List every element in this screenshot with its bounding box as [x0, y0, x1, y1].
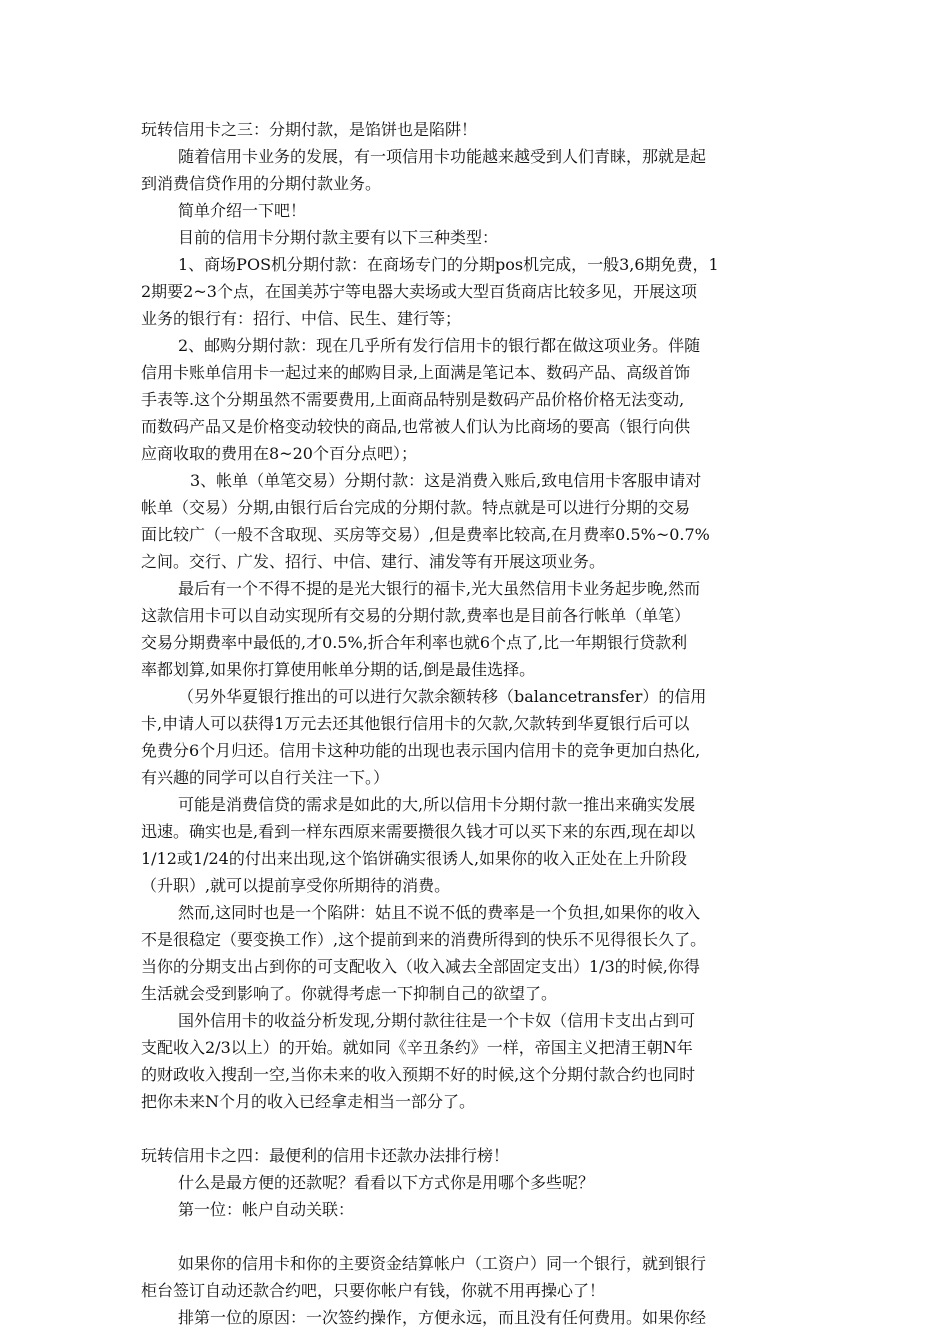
- paragraph-line: 面比较广（一般不含取现、买房等交易）,但是费率比较高,在月费率0.5%~0.7%: [141, 525, 710, 544]
- paragraph-line: 可能是消费信贷的需求是如此的大,所以信用卡分期付款一推出来确实发展: [178, 795, 696, 814]
- paragraph-line: 支配收入2/3以上）的开始。就如同《辛丑条约》一样，帝国主义把清王朝N年: [141, 1038, 693, 1057]
- paragraph-spacer: [141, 1223, 821, 1250]
- paragraph-line: 国外信用卡的收益分析发现,分期付款往往是一个卡奴（信用卡支出占到可: [178, 1011, 696, 1030]
- paragraph-line: 简单介绍一下吧！: [178, 201, 307, 220]
- paragraph-line: 应商收取的费用在8~20个百分点吧）；: [141, 444, 417, 463]
- paragraph-line: 把你未来N个月的收入已经拿走相当一部分了。: [141, 1092, 476, 1111]
- paragraph-line: 排第一位的原因：一次签约操作，方便永远，而且没有任何费用。如果你经: [178, 1308, 707, 1327]
- paragraph-line: 而数码产品又是价格变动较快的商品,也常被人们认为比商场的要高（银行向供: [141, 417, 691, 436]
- paragraph-line: 这款信用卡可以自动实现所有交易的分期付款,费率也是目前各行帐单（单笔）: [141, 606, 691, 625]
- paragraph-line: 1、商场POS机分期付款：在商场专门的分期pos机完成，一般3,6期免费，1: [178, 255, 719, 274]
- paragraph-line: 免费分6个月归还。信用卡这种功能的出现也表示国内信用卡的竞争更加白热化,: [141, 741, 701, 760]
- paragraph-line: 目前的信用卡分期付款主要有以下三种类型：: [178, 228, 499, 247]
- paragraph-line: 帐单（交易）分期,由银行后台完成的分期付款。特点就是可以进行分期的交易: [141, 498, 691, 517]
- paragraph-line: 2期要2~3个点，在国美苏宁等电器大卖场或大型百货商店比较多见，开展这项: [141, 282, 697, 301]
- paragraph-line: 交易分期费率中最低的,才0.5%,折合年利率也就6个点了,比一年期银行贷款利: [141, 633, 688, 652]
- paragraph-line: 之间。交行、广发、招行、中信、建行、浦发等有开展这项业务。: [141, 552, 606, 571]
- paragraph-line: 手表等.这个分期虽然不需要费用,上面商品特别是数码产品价格价格无法变动,: [141, 390, 685, 409]
- paragraph-line: 然而,这同时也是一个陷阱：姑且不说不低的费率是一个负担,如果你的收入: [178, 903, 701, 922]
- paragraph-line: 的财政收入搜刮一空,当你未来的收入预期不好的时候,这个分期付款合约也同时: [141, 1065, 696, 1084]
- paragraph-line: 率都划算,如果你打算使用帐单分期的话,倒是最佳选择。: [141, 660, 536, 679]
- paragraph-line: 什么是最方便的还款呢？看看以下方式你是用哪个多些呢？: [178, 1173, 595, 1192]
- paragraph-line: 到消费信贷作用的分期付款业务。: [141, 174, 382, 193]
- paragraph-line: 如果你的信用卡和你的主要资金结算帐户（工资户）同一个银行，就到银行: [178, 1254, 707, 1273]
- document-page: [141, 116, 821, 1331]
- paragraph-line: 3、帐单（单笔交易）分期付款：这是消费入账后,致电信用卡客服申请对: [190, 471, 702, 490]
- section-spacer: [141, 1115, 821, 1142]
- paragraph-line: 柜台签订自动还款合约吧，只要你帐户有钱，你就不用再操心了！: [141, 1281, 606, 1300]
- paragraph-line: 最后有一个不得不提的是光大银行的福卡,光大虽然信用卡业务起步晚,然而: [178, 579, 701, 598]
- paragraph-line: 2、邮购分期付款：现在几乎所有发行信用卡的银行都在做这项业务。伴随: [178, 336, 701, 355]
- paragraph-line: 1/12或1/24的付出来出现,这个馅饼确实很诱人,如果你的收入正处在上升阶段: [141, 849, 688, 868]
- paragraph-line: 不是很稳定（要变换工作）,这个提前到来的消费所得到的快乐不见得很长久了。: [141, 930, 707, 949]
- paragraph-line: 有兴趣的同学可以自行关注一下。）: [141, 768, 390, 787]
- paragraph-line: 卡,申请人可以获得1万元去还其他银行信用卡的欠款,欠款转到华夏银行后可以: [141, 714, 690, 733]
- paragraph-line: 业务的银行有：招行、中信、民生、建行等；: [141, 309, 462, 328]
- paragraph-line: 当你的分期支出占到你的可支配收入（收入减去全部固定支出）1/3的时候,你得: [141, 957, 700, 976]
- paragraph-line: （升职）,就可以提前享受你所期待的消费。: [141, 876, 451, 895]
- paragraph-line: 随着信用卡业务的发展，有一项信用卡功能越来越受到人们青睐，那就是起: [178, 147, 707, 166]
- paragraph-line: 信用卡账单信用卡一起过来的邮购目录,上面满是笔记本、数码产品、高级首饰: [141, 363, 691, 382]
- paragraph-line: 生活就会受到影响了。你就得考虑一下抑制自己的欲望了。: [141, 984, 558, 1003]
- section-4-title: 玩转信用卡之四：最便利的信用卡还款办法排行榜！: [141, 1146, 510, 1165]
- paragraph-line: 迅速。确实也是,看到一样东西原来需要攒很久钱才可以买下来的东西,现在却以: [141, 822, 696, 841]
- paragraph-line: （另外华夏银行推出的可以进行欠款余额转移（balancetransfer）的信用: [178, 687, 707, 706]
- paragraph-line: 第一位：帐户自动关联：: [178, 1200, 355, 1219]
- section-3-title: 玩转信用卡之三：分期付款，是馅饼也是陷阱！: [141, 120, 478, 139]
